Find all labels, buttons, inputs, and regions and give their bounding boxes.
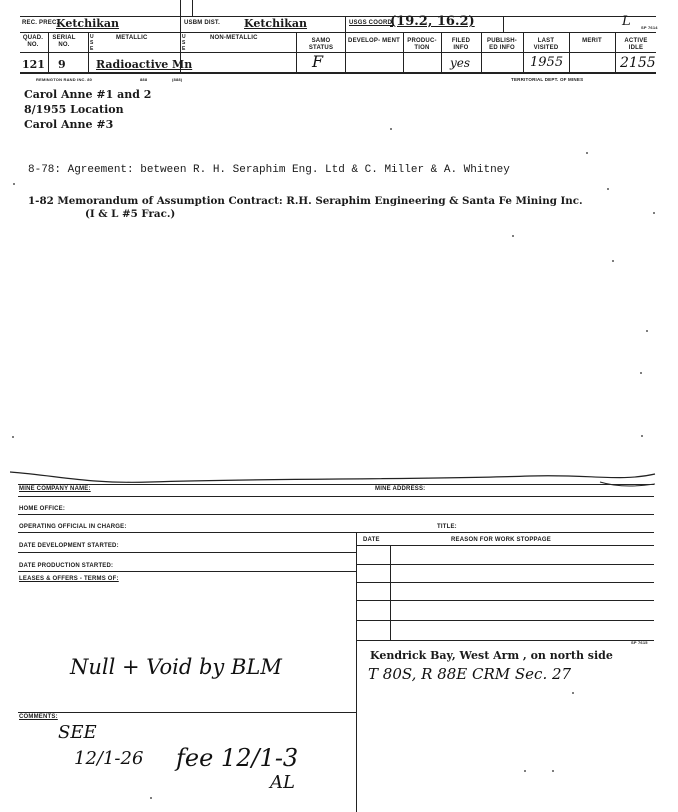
- col-filed-info: FILED INFO: [451, 38, 471, 51]
- mine-company-name-label: MINE COMPANY NAME:: [19, 486, 91, 492]
- col-serial-no: SERIAL NO.: [52, 35, 76, 48]
- corner-mark: L: [622, 14, 631, 29]
- date-production-label: DATE PRODUCTION STARTED:: [19, 563, 114, 569]
- col-published-info: PUBLISH- ED INFO: [487, 38, 517, 51]
- reason-col-header: REASON FOR WORK STOPPAGE: [451, 537, 551, 543]
- note-claims-2: Carol Anne #3: [24, 118, 114, 131]
- form-number-lower: SP 7615: [631, 640, 648, 645]
- code-right: (888): [172, 77, 183, 82]
- printer-mark: REMINGTON RAND INC. 80: [36, 77, 93, 82]
- note-claims-1: Carol Anne #1 and 2: [24, 88, 152, 101]
- date-development-label: DATE DEVELOPMENT STARTED:: [19, 543, 119, 549]
- quad-number: 121: [22, 58, 45, 71]
- note-agreement: 8-78: Agreement: between R. H. Seraphim Eng. Ltd & C. Miller & A. Whitney: [28, 164, 510, 176]
- filed-info-value: yes: [450, 56, 471, 70]
- active-idle-value: 2155: [620, 55, 656, 71]
- operating-official-label: OPERATING OFFICIAL IN CHARGE:: [19, 524, 127, 530]
- col-metallic: METALLIC: [116, 35, 148, 41]
- location-handwritten: T 80S, R 88E CRM Sec. 27: [368, 665, 572, 683]
- usbm-dist-value: Ketchikan: [244, 17, 308, 30]
- col-use-metallic: U S E: [90, 34, 94, 52]
- col-production: PRODUC- TION: [407, 38, 437, 51]
- serial-number: 9: [58, 58, 66, 71]
- last-visited-value: 1955: [530, 55, 564, 70]
- col-development: DEVELOP- MENT: [348, 38, 400, 44]
- col-samo-status: SAMO STATUS: [308, 38, 334, 51]
- note-memorandum-claim: (I & L #5 Frac.): [85, 208, 176, 220]
- leases-offers-label: LEASES & OFFERS - TERMS OF:: [19, 576, 119, 582]
- col-use-nonmetallic: U S E: [182, 34, 186, 52]
- note-location-date: 8/1955 Location: [24, 103, 124, 116]
- usgs-coord-label: USGS COORD.: [349, 20, 394, 26]
- col-active-idle: ACTIVE IDLE: [624, 38, 648, 51]
- comments-label: COMMENTS:: [19, 714, 58, 720]
- col-last-visited: LAST VISITED: [533, 38, 559, 51]
- comment-initials: AL: [270, 772, 295, 793]
- mine-address-label: MINE ADDRESS:: [375, 486, 426, 492]
- col-merit: MERIT: [582, 38, 602, 44]
- date-col-header: DATE: [363, 537, 380, 543]
- usbm-dist-label: USBM DIST.: [184, 20, 221, 26]
- null-void-note: Null + Void by BLM: [70, 655, 282, 679]
- rec-prec-label: REC. PREC.: [22, 20, 59, 26]
- col-non-metallic: NON-METALLIC: [210, 35, 258, 41]
- rec-prec-value: Ketchikan: [56, 17, 120, 30]
- comment-signature: fee 12/1-3: [176, 744, 299, 772]
- comment-see: SEE: [58, 722, 97, 743]
- form-number: SP 7614: [641, 25, 658, 30]
- location-typed: Kendrick Bay, West Arm , on north side: [370, 649, 613, 662]
- note-memorandum: 1-82 Memorandum of Assumption Contract: R.H. Seraphim Engineering & Santa Fe Mining Inc.: [28, 195, 583, 207]
- agency-name: TERRITORIAL DEPT. OF MINES: [511, 77, 584, 82]
- usgs-coord-value: (19.2, 16.2): [390, 14, 475, 29]
- code-left: 888: [140, 77, 148, 82]
- col-quad-no: QUAD. NO.: [22, 35, 44, 48]
- home-office-label: HOME OFFICE:: [19, 506, 66, 512]
- title-label: TITLE:: [437, 524, 457, 530]
- comment-date: 12/1-26: [74, 748, 144, 769]
- samo-status-value: F: [312, 52, 324, 71]
- commodity: Radioactive Mn: [96, 58, 193, 71]
